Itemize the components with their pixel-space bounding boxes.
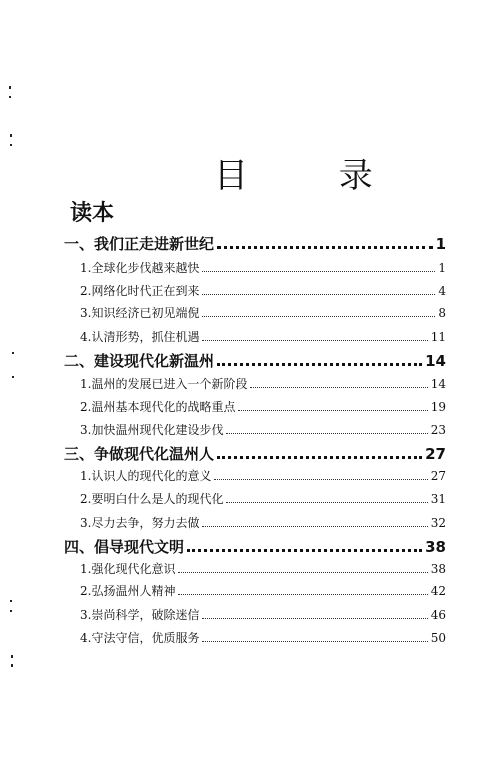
toc-item [80, 398, 446, 415]
scan-mark [9, 86, 11, 89]
page-number: 32 [430, 516, 446, 530]
leader-dots [226, 433, 427, 434]
page-number: 11 [430, 330, 446, 344]
page-number: 38 [430, 562, 446, 576]
page-number: 19 [430, 400, 446, 414]
leader-dots [202, 271, 435, 272]
item-label: 2.温州基本现代化的战略重点 [80, 400, 236, 414]
toc-item [80, 606, 446, 623]
toc-item [80, 514, 446, 531]
page-number: 27 [430, 469, 446, 483]
scan-mark [12, 352, 14, 354]
scan-mark [10, 134, 12, 137]
page-number: 46 [430, 608, 446, 622]
leader-dots [217, 456, 422, 459]
toc-chapter-4 [64, 536, 446, 557]
toc-item [80, 560, 446, 577]
item-label: 1.认识人的现代化的意义 [80, 469, 212, 483]
page-number: 1 [435, 235, 446, 253]
page-number: 1 [438, 261, 446, 275]
leader-dots [178, 572, 427, 573]
leader-dots [217, 363, 422, 366]
page-number: 14 [425, 352, 446, 370]
item-label: 3.尽力去争，努力去做 [80, 516, 200, 530]
page-number: 4 [438, 284, 446, 298]
leader-dots [202, 526, 427, 527]
toc-item [80, 259, 446, 276]
leader-dots [238, 410, 427, 411]
page-title: 目 录 [214, 156, 413, 196]
leader-dots [202, 316, 435, 317]
leader-dots [217, 246, 433, 249]
scan-mark [10, 610, 12, 612]
toc-chapter-3 [64, 443, 446, 464]
leader-dots [214, 479, 427, 480]
leader-dots [202, 294, 435, 295]
item-label: 3.知识经济已初见端倪 [80, 306, 200, 320]
chapter-label: 二、建设现代化新温州 [64, 352, 215, 370]
page-number: 31 [430, 492, 446, 506]
page-number: 27 [425, 445, 446, 463]
leader-dots [250, 387, 427, 388]
section-heading: 读本 [70, 201, 115, 226]
item-label: 4.认清形势，抓住机遇 [80, 330, 200, 344]
scan-mark [11, 655, 13, 658]
toc-item [80, 375, 446, 392]
leader-dots [202, 641, 427, 642]
page-number: 38 [425, 538, 446, 556]
page-number: 42 [430, 584, 446, 598]
toc-chapter-1 [64, 233, 446, 254]
item-label: 2.要明白什么是人的现代化 [80, 492, 224, 506]
leader-dots [187, 549, 422, 552]
scan-mark [11, 664, 13, 667]
scan-mark [12, 376, 14, 378]
item-label: 3.加快温州现代化建设步伐 [80, 423, 224, 437]
item-label: 2.弘扬温州人精神 [80, 584, 176, 598]
toc-item [80, 582, 446, 599]
toc-item [80, 421, 446, 438]
toc-item [80, 467, 446, 484]
toc-chapter-2 [64, 350, 446, 371]
toc-item [80, 304, 446, 321]
scan-mark [10, 600, 12, 602]
toc-item [80, 328, 446, 345]
leader-dots [202, 618, 427, 619]
page-number: 8 [438, 306, 446, 320]
page-number: 23 [430, 423, 446, 437]
toc-item [80, 490, 446, 507]
item-label: 4.守法守信，优质服务 [80, 631, 200, 645]
item-label: 3.崇尚科学，破除迷信 [80, 608, 200, 622]
toc-item [80, 629, 446, 646]
chapter-label: 三、争做现代化温州人 [64, 445, 215, 463]
page-number: 50 [430, 631, 446, 645]
item-label: 1.温州的发展已进入一个新阶段 [80, 377, 248, 391]
item-label: 1.强化现代化意识 [80, 562, 176, 576]
leader-dots [178, 594, 427, 595]
item-label: 2.网络化时代正在到来 [80, 284, 200, 298]
leader-dots [202, 340, 427, 341]
chapter-label: 四、倡导现代文明 [64, 538, 185, 556]
scan-mark [10, 144, 12, 146]
leader-dots [226, 502, 427, 503]
toc-item [80, 282, 446, 299]
scan-mark [9, 96, 11, 98]
chapter-label: 一、我们正走进新世纪 [64, 235, 215, 253]
page-number: 14 [430, 377, 446, 391]
item-label: 1.全球化步伐越来越快 [80, 261, 200, 275]
